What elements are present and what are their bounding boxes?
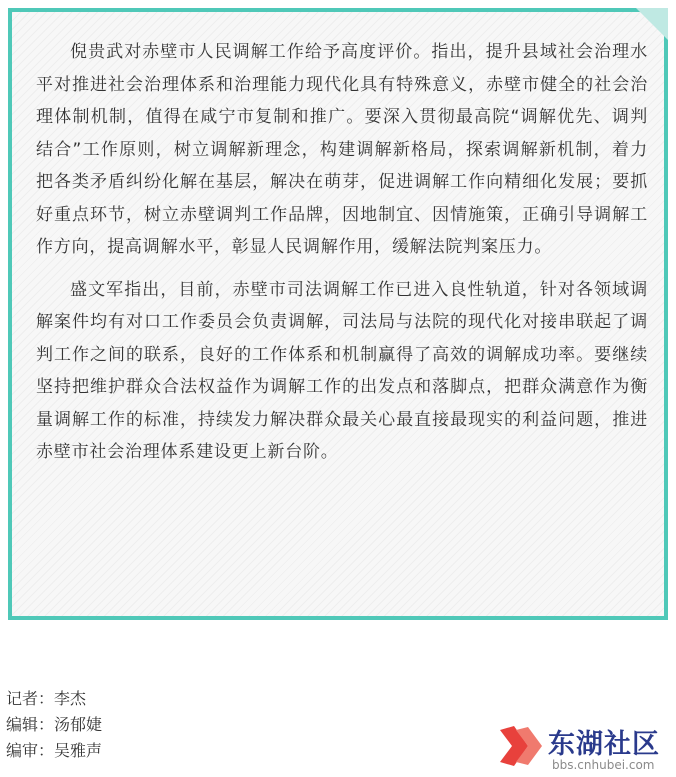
watermark-url: bbs.cnhubei.com (552, 758, 655, 772)
article-body (36, 36, 648, 479)
site-watermark (498, 720, 674, 776)
article-frame (8, 8, 668, 620)
reporter-credit: 记者：李杰 (6, 689, 87, 708)
paragraph: 倪贵武对赤壁市人民调解工作给予高度评价。指出，提升县域社会治理水平对推进社会治理体系和治理能力现代化具有特殊意义，赤壁市健全的社会治理体制机制，值得在咸宁市复制和推广。要深入贯彻最高院“调解优先、调判结合”工作原则，树立调解新理念，构建调解新格局，探索调解新机制，着力把各类矛盾纠纷化解在基层，解决在萌芽，促进调解工作向精细化发展；要抓好重点环节，树立赤壁调判工作品牌，因地制宜、因情施策，正确引导调解工作方向，提高调解水平，彰显人民调解作用，缓解法院判案压力。 (36, 42, 648, 257)
paragraph: 盛文军指出，目前，赤壁市司法调解工作已进入良性轨道，针对各领域调解案件均有对口工作委员会负责调解，司法局与法院的现代化对接串联起了调判工作之间的联系，良好的工作体系和机制赢得了高效的调解成功率。要继续坚持把维护群众合法权益作为调解工作的出发点和落脚点，把群众满意作为衡量调解工作的标准，持续发力解决群众最关心最直接最现实的利益问题，推进赤壁市社会治理体系建设更上新台阶。 (36, 279, 648, 462)
editor-credit: 编辑：汤郁婕 (6, 715, 103, 734)
reviewer-credit: 编审：吴雅声 (6, 741, 103, 760)
site-logo-icon (498, 722, 548, 770)
watermark-site-name: 东湖社区 (548, 729, 660, 760)
credits-block (6, 686, 102, 764)
